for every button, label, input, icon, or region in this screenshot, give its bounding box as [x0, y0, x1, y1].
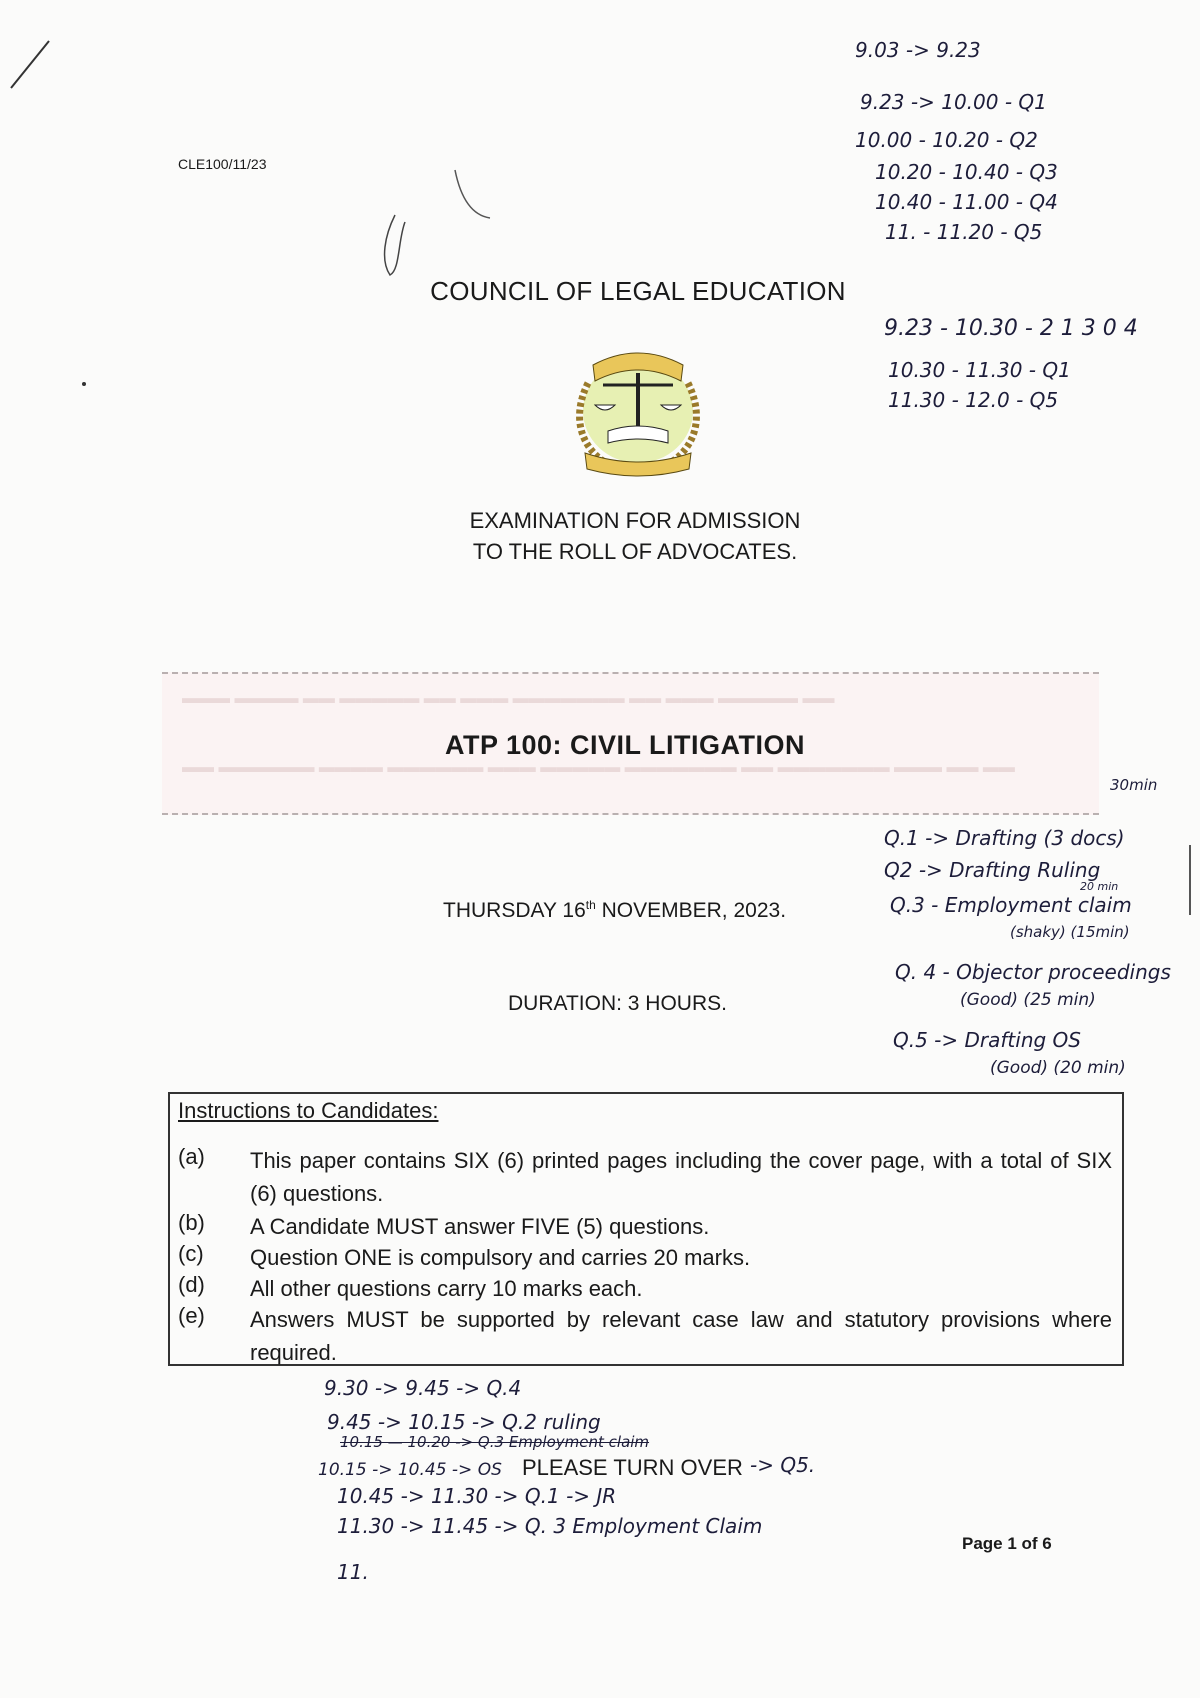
handwritten-note: 9.23 - 10.30 - 2 1 3 0 4: [884, 316, 1138, 341]
exam-title-line-2: TO THE ROLL OF ADVOCATES.: [472, 539, 798, 564]
bleed-through-text: ▬▬ ▬▬▬▬▬▬ ▬▬▬▬ ▬▬▬▬▬▬ ▬▬▬ ▬▬▬▬▬ ▬▬▬▬▬▬▬ ▬▬ ▬▬▬▬▬▬▬ ▬▬▬ ▬▬ ▬▬: [182, 759, 1015, 776]
council-logo: [563, 343, 713, 478]
handwritten-note: 9.23 -> 10.00 - Q1: [860, 90, 1047, 114]
handwritten-note: 11.30 - 12.0 - Q5: [888, 388, 1059, 412]
handwritten-note: (Good) (20 min): [990, 1058, 1126, 1078]
handwritten-note: Q.5 -> Drafting OS: [893, 1028, 1081, 1052]
date-month-year: NOVEMBER, 2023.: [595, 899, 787, 922]
handwritten-note: 9.30 -> 9.45 -> Q.4: [324, 1376, 522, 1400]
handwritten-note: 10.20 - 10.40 - Q3: [875, 160, 1058, 184]
handwritten-note: 9.45 -> 10.15 -> Q.2 ruling: [327, 1410, 601, 1434]
instruction-label: (b): [178, 1210, 205, 1235]
instruction-text: All other questions carry 10 marks each.: [250, 1276, 643, 1301]
paper-title: ATP 100: CIVIL LITIGATION: [444, 730, 806, 760]
handwritten-note: Q. 4 - Objector proceedings: [895, 960, 1171, 984]
instruction-text: Answers MUST be supported by relevant case law and statutory provisions where required.: [250, 1307, 1112, 1365]
instructions-heading: Instructions to Candidates:: [178, 1098, 439, 1123]
date-suffix: th: [585, 898, 596, 912]
handwritten-note: Q.3 - Employment claim: [890, 893, 1132, 917]
ink-dot: [82, 382, 86, 386]
instruction-label: (c): [178, 1241, 204, 1266]
handwritten-note: 20 min: [1080, 880, 1119, 893]
instruction-label: (a): [178, 1144, 205, 1169]
exam-duration: DURATION: 3 HOURS.: [508, 992, 727, 1015]
handwritten-note: (Good) (25 min): [960, 990, 1096, 1010]
pen-stroke: [11, 41, 49, 88]
handwritten-note: 9.03 -> 9.23: [855, 38, 981, 62]
handwritten-note: (shaky) (15min): [1010, 923, 1130, 941]
instruction-label: (e): [178, 1303, 205, 1328]
instruction-text: Question ONE is compulsory and carries 20 marks.: [250, 1245, 751, 1270]
instruction-label: (d): [178, 1272, 205, 1297]
pen-squiggle: [385, 215, 405, 275]
handwritten-note: 10.40 - 11.00 - Q4: [875, 190, 1058, 214]
please-turn-over: PLEASE TURN OVER: [522, 1455, 743, 1480]
instructions-box: [168, 1092, 1124, 1366]
page-number: Page 1 of 6: [962, 1534, 1052, 1553]
handwritten-note: Q2 -> Drafting Ruling: [884, 858, 1101, 882]
instruction-text: A Candidate MUST answer FIVE (5) questions.: [250, 1214, 710, 1239]
pen-squiggle: [455, 170, 490, 218]
date-day: THURSDAY 16: [443, 899, 586, 922]
handwritten-note: 10.45 -> 11.30 -> Q.1 -> JR: [337, 1484, 617, 1508]
handwritten-note: 11.: [337, 1560, 369, 1584]
paper-code: CLE100/11/23: [178, 156, 267, 172]
handwritten-note: 11.30 -> 11.45 -> Q. 3 Employment Claim: [337, 1514, 763, 1538]
handwritten-note: 30min: [1110, 776, 1158, 794]
handwritten-note: 10.00 - 10.20 - Q2: [855, 128, 1038, 152]
handwritten-note: -> Q5.: [750, 1453, 816, 1477]
handwritten-note: 11. - 11.20 - Q5: [885, 220, 1043, 244]
bleed-through-text: ▬▬▬ ▬▬▬▬ ▬▬ ▬▬▬▬▬ ▬▬ ▬▬▬ ▬▬▬▬▬▬▬ ▬▬ ▬▬▬ ▬▬▬▬▬ ▬▬: [182, 690, 835, 707]
handwritten-note: Q.1 -> Drafting (3 docs): [884, 826, 1125, 850]
handwritten-note: 10.15 -> 10.45 -> OS: [318, 1460, 502, 1480]
exam-title-line-1: EXAMINATION FOR ADMISSION: [469, 508, 801, 533]
organization-name: COUNCIL OF LEGAL EDUCATION: [430, 276, 846, 306]
handwritten-note: 10.30 - 11.30 - Q1: [888, 358, 1071, 382]
instruction-text: This paper contains SIX (6) printed pages including the cover page, with a total of SIX (6) questions.: [250, 1148, 1112, 1206]
handwritten-note-struck: 10.15 — 10.20 -> Q.3 Employment claim: [340, 1433, 650, 1451]
exam-date: [443, 898, 786, 923]
